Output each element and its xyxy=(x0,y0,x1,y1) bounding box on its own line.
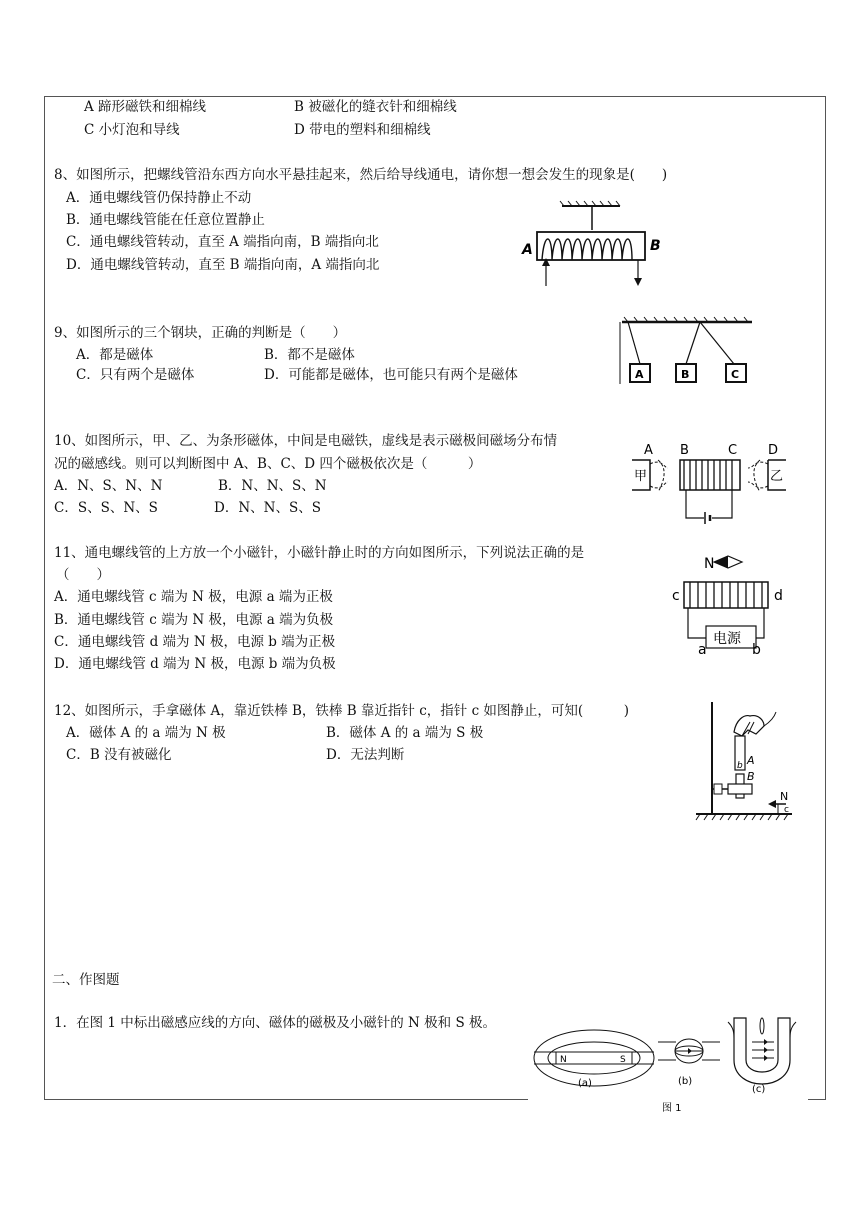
q7-option-d: D 带电的塑料和细棉线 xyxy=(294,122,431,138)
q10-option-d: D．N、N、S、S xyxy=(214,500,321,516)
section-2-title: 二、作图题 xyxy=(52,972,120,988)
q12-fig-label-b-end: b xyxy=(737,761,743,771)
q8-stem: 8、如图所示，把螺线管沿东西方向水平悬挂起来，然后给导线通电，请你想一想会发生的现象是( ) xyxy=(54,167,668,183)
q10-fig-label-b: B xyxy=(680,443,689,458)
q12-fig-label-b: B xyxy=(747,770,755,783)
q9-block-a-label: A xyxy=(635,368,644,381)
q11-option-a: A．通电螺线管 c 端为 N 极，电源 a 端为正极 xyxy=(54,589,333,605)
q12-option-a: A．磁体 A 的 a 端为 N 极 xyxy=(66,725,226,741)
q12-option-d: D．无法判断 xyxy=(326,747,405,763)
q12-fig-needle-n: N xyxy=(780,790,789,803)
q9-stem: 9、如图所示的三个钢块，正确的判断是（ ） xyxy=(54,325,347,341)
q10-fig-yi: 乙 xyxy=(770,469,784,484)
q11-stem-line2: （ ） xyxy=(56,567,110,583)
q11-fig-label-c: c xyxy=(672,588,680,604)
figure-1a-pole-n: N xyxy=(560,1055,567,1065)
q11-fig-label-d: d xyxy=(774,588,783,604)
q11-option-b: B．通电螺线管 c 端为 N 极，电源 a 端为负极 xyxy=(54,612,334,628)
q11-option-c: C．通电螺线管 d 端为 N 极，电源 b 端为正极 xyxy=(54,634,336,650)
figure-1a-pole-s: S xyxy=(620,1055,626,1065)
q9-block-b-label: B xyxy=(681,368,690,381)
figure-1-caption: 图 1 xyxy=(662,1103,682,1114)
figure-1-magnetic-field-lines xyxy=(528,1016,808,1114)
q10-fig-jia: 甲 xyxy=(634,469,648,484)
q12-fig-needle-c: c xyxy=(784,805,789,815)
q11-option-d: D．通电螺线管 d 端为 N 极，电源 b 端为负极 xyxy=(54,656,336,672)
q9-option-c: C．只有两个是磁体 xyxy=(76,367,195,383)
q11-fig-compass-n: N xyxy=(704,556,715,572)
q9-block-c-label: C xyxy=(731,368,740,381)
q11-stem-line1: 11、通电螺线管的上方放一个小磁针，小磁针静止时的方向如图所示，下列说法正确的是 xyxy=(54,545,585,561)
q10-electromagnet-figure xyxy=(628,438,790,524)
q10-option-b: B．N、N、S、N xyxy=(218,478,327,494)
section-2-q1: 1．在图 1 中标出磁感应线的方向、磁体的磁极及小磁针的 N 极和 S 极。 xyxy=(54,1015,496,1031)
figure-1a-caption: (a) xyxy=(578,1078,592,1089)
q11-fig-label-a: a xyxy=(698,642,707,658)
figure-1b-caption: (b) xyxy=(678,1076,693,1087)
q10-option-c: C．S、S、N、S xyxy=(54,500,158,516)
q9-option-b: B．都不是磁体 xyxy=(264,347,355,363)
q9-option-d: D．可能都是磁体，也可能只有两个是磁体 xyxy=(264,367,518,383)
q11-fig-label-b: b xyxy=(752,642,761,658)
q8-solenoid-figure xyxy=(520,198,670,290)
q8-option-b: B．通电螺线管能在任意位置静止 xyxy=(66,212,265,228)
q8-fig-label-b: B xyxy=(650,238,661,254)
q10-fig-label-a: A xyxy=(644,443,653,458)
q11-fig-power-source: 电源 xyxy=(713,631,741,647)
q12-stem: 12、如图所示，手拿磁体 A，靠近铁棒 B，铁棒 B 靠近指针 c，指针 c 如图静止，可知( ) xyxy=(54,703,629,719)
q8-option-a: A．通电螺线管仍保持静止不动 xyxy=(66,190,252,206)
figure-1c-caption: (c) xyxy=(752,1084,766,1095)
q8-fig-label-a: A xyxy=(522,242,533,258)
q9-option-a: A．都是磁体 xyxy=(76,347,154,363)
q8-option-c: C．通电螺线管转动，直至 A 端指向南，B 端指向北 xyxy=(66,234,379,250)
q7-option-c: C 小灯泡和导线 xyxy=(84,122,180,138)
q11-solenoid-figure xyxy=(670,548,790,656)
q8-option-d: D．通电螺线管转动，直至 B 端指向南，A 端指向北 xyxy=(66,257,380,273)
q9-steel-blocks-figure xyxy=(616,316,756,390)
q10-stem-line2: 况的磁感线。则可以判断图中 A、B、C、D 四个磁极依次是（ ） xyxy=(54,456,482,472)
q10-fig-label-d: D xyxy=(768,443,779,458)
q10-stem-line1: 10、如图所示，甲、乙、为条形磁体，中间是电磁铁，虚线是表示磁极间磁场分布情 xyxy=(54,433,558,449)
q7-option-a: A 蹄形磁铁和细棉线 xyxy=(84,99,207,115)
q10-option-a: A．N、S、N、N xyxy=(54,478,163,494)
q12-magnet-stand-figure xyxy=(692,700,796,824)
q10-fig-label-c: C xyxy=(728,443,738,458)
q12-fig-label-a: A xyxy=(747,754,755,767)
q12-option-c: C．B 没有被磁化 xyxy=(66,747,172,763)
q12-option-b: B．磁体 A 的 a 端为 S 极 xyxy=(326,725,484,741)
q7-option-b: B 被磁化的缝衣针和细棉线 xyxy=(294,99,457,115)
